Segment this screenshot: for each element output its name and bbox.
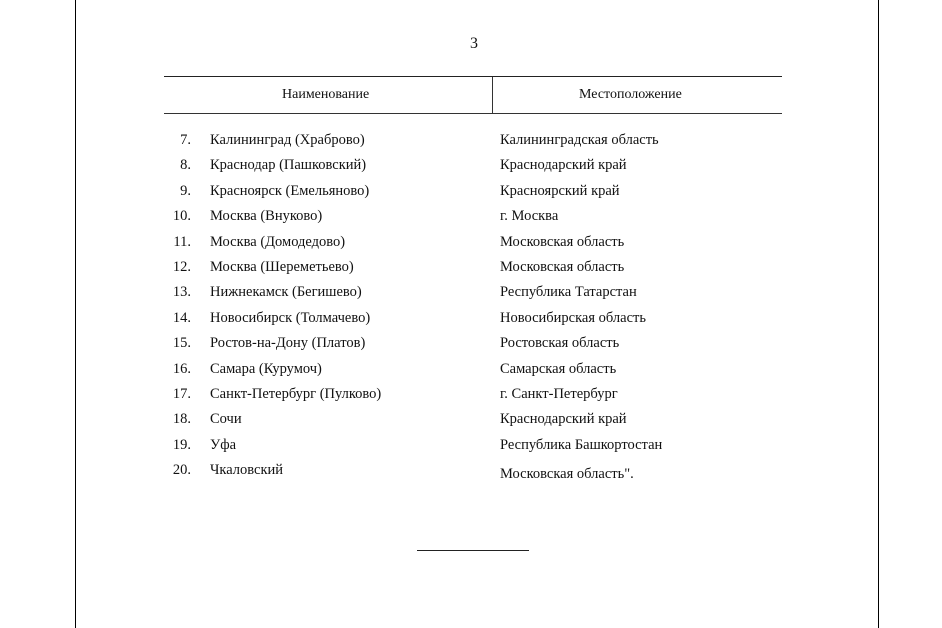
row-number: 9. bbox=[180, 182, 191, 199]
airport-location: г. Москва bbox=[500, 208, 559, 225]
airport-location: Республика Башкортостан bbox=[500, 436, 663, 453]
row-number: 19. bbox=[172, 436, 191, 453]
row-number: 8. bbox=[180, 157, 191, 174]
table-row bbox=[76, 255, 878, 280]
airport-location: Краснодарский край bbox=[500, 157, 627, 174]
table-row bbox=[76, 230, 878, 255]
airport-name: Калининград (Храброво) bbox=[210, 132, 365, 148]
table-row bbox=[76, 382, 878, 407]
header-divider bbox=[492, 77, 493, 113]
airport-name: Нижнекамск (Бегишево) bbox=[210, 284, 362, 301]
table-body bbox=[76, 128, 878, 483]
row-number: 16. bbox=[172, 360, 191, 377]
table-row bbox=[76, 407, 878, 432]
airport-name: Москва (Домодедово) bbox=[210, 233, 346, 250]
airport-location: Новосибирская область bbox=[500, 309, 646, 326]
table-row bbox=[76, 153, 878, 178]
header-name: Наименование bbox=[282, 87, 370, 102]
airport-location: Калининградская область bbox=[500, 132, 659, 148]
airport-name: Сочи bbox=[210, 411, 242, 428]
airport-name: Уфа bbox=[210, 436, 237, 453]
row-number: 18. bbox=[172, 411, 191, 428]
row-number: 7. bbox=[180, 132, 191, 148]
row-number: 14. bbox=[172, 309, 191, 326]
airport-location: Ростовская область bbox=[500, 335, 620, 352]
table-row bbox=[76, 433, 878, 458]
end-rule bbox=[417, 550, 529, 551]
airport-location: г. Санкт-Петербург bbox=[500, 385, 618, 402]
airport-name: Санкт-Петербург (Пулково) bbox=[210, 385, 382, 402]
airport-location: Республика Татарстан bbox=[500, 284, 637, 301]
row-number: 10. bbox=[172, 208, 191, 225]
row-number: 17. bbox=[172, 385, 191, 402]
airport-location: Самарская область bbox=[500, 360, 617, 377]
airport-location: Красноярский край bbox=[500, 182, 620, 199]
airport-name: Москва (Внуково) bbox=[210, 208, 323, 225]
table-header bbox=[164, 76, 782, 114]
airport-location: Московская область bbox=[500, 233, 625, 250]
row-number: 13. bbox=[172, 284, 191, 301]
page-number: 3 bbox=[470, 35, 478, 52]
table-row bbox=[76, 204, 878, 229]
airport-name: Чкаловский bbox=[210, 462, 284, 479]
airport-name: Красноярск (Емельяново) bbox=[210, 182, 370, 199]
row-number: 20. bbox=[172, 462, 191, 479]
table-row bbox=[76, 458, 878, 483]
table-row bbox=[76, 179, 878, 204]
table-row bbox=[76, 280, 878, 305]
row-number: 12. bbox=[172, 258, 191, 275]
airport-name: Самара (Курумоч) bbox=[210, 360, 322, 377]
airport-name: Краснодар (Пашковский) bbox=[210, 157, 367, 174]
table-row bbox=[76, 128, 878, 153]
table-row bbox=[76, 357, 878, 382]
airport-name: Новосибирск (Толмачево) bbox=[210, 309, 371, 326]
airport-location: Краснодарский край bbox=[500, 411, 627, 428]
airport-name: Ростов-на-Дону (Платов) bbox=[210, 335, 366, 352]
row-number: 11. bbox=[173, 233, 191, 250]
document-page bbox=[75, 0, 879, 628]
table-row bbox=[76, 306, 878, 331]
airport-name: Москва (Шереметьево) bbox=[210, 258, 354, 275]
row-number: 15. bbox=[172, 335, 191, 352]
airport-location: Московская область bbox=[500, 258, 625, 275]
table-row bbox=[76, 331, 878, 356]
header-location: Местоположение bbox=[579, 87, 682, 102]
airport-location: Московская область". bbox=[500, 466, 634, 483]
